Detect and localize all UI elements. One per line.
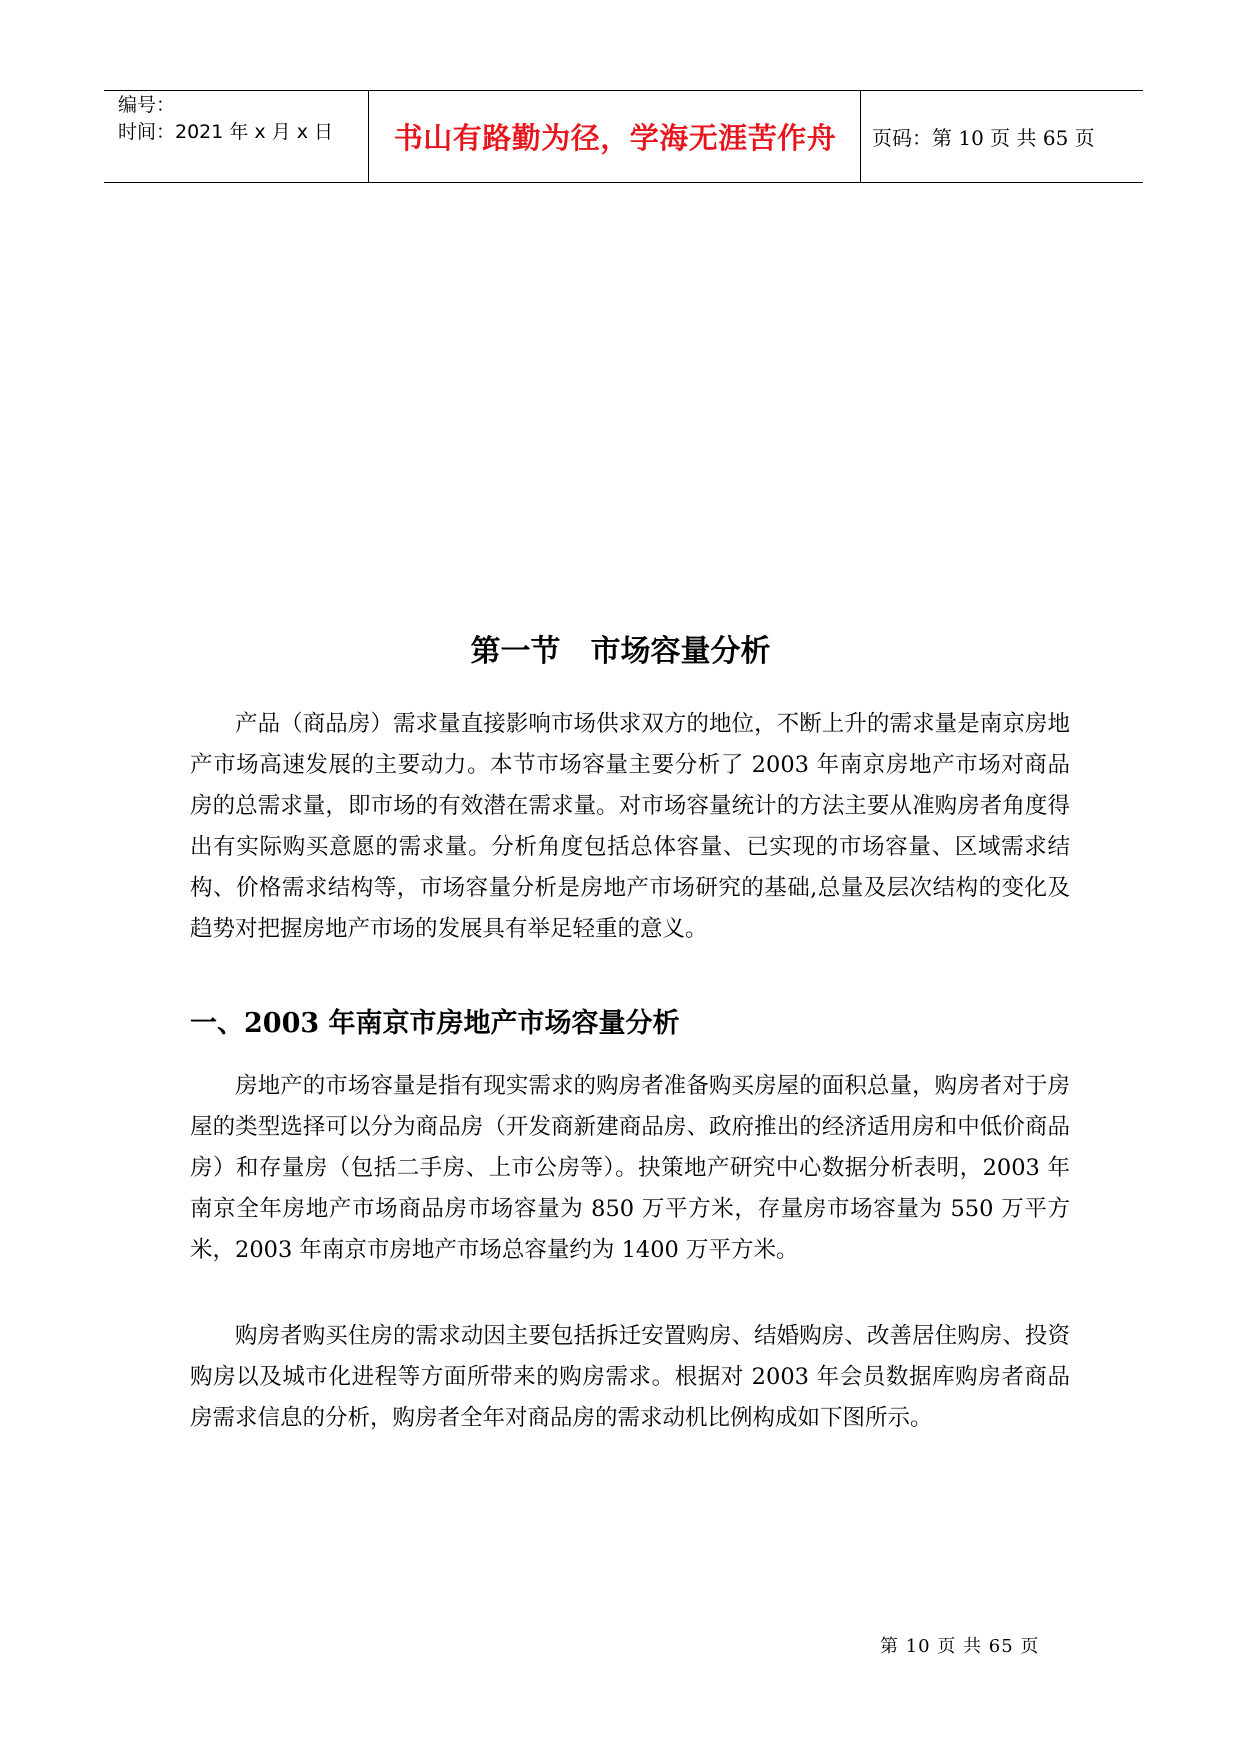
subheading: 一、2003 年南京市房地产市场容量分析 [190, 1008, 680, 1039]
footer-page-indicator: 第 10 页 共 65 页 [880, 1636, 1040, 1657]
header-divider-left [368, 90, 369, 182]
header-page-code: 页码：第 10 页 共 65 页 [872, 125, 1095, 150]
document-time-label: 时间：2021 年 x 月 x 日 [118, 121, 334, 143]
header-bottom-rule [104, 182, 1143, 183]
header-meta [118, 92, 358, 146]
body-paragraph: 房地产的市场容量是指有现实需求的购房者准备购买房屋的面积总量，购房者对于房屋的类型选择可以分为商品房（开发商新建商品房、政府推出的经济适用房和中低价商品房）和存量房（包括二手房、上市公房等）。抉策地产研究中心数据分析表明，2003 年南京全年房地产市场商品房市场容量为 850 万平方米，存量房市场容量为 550 万平方米，2003 年南京市房地产市场总容量约为 1400 万平方米。 [190, 1073, 1070, 1263]
header-divider-right [860, 90, 861, 182]
body-paragraph: 购房者购买住房的需求动因主要包括拆迁安置购房、结婚购房、改善居住购房、投资购房以及城市化进程等方面所带来的购房需求。根据对 2003 年会员数据库购房者商品房需求信息的分析，购房者全年对商品房的需求动机比例构成如下图所示。 [190, 1323, 1070, 1431]
document-number-label: 编号： [118, 94, 176, 116]
section-title: 第一节 市场容量分析 [470, 634, 771, 669]
header-motto: 书山有路勤为径，学海无涯苦作舟 [393, 120, 837, 155]
body-paragraph: 产品（商品房）需求量直接影响市场供求双方的地位，不断上升的需求量是南京房地产市场高速发展的主要动力。本节市场容量主要分析了 2003 年南京房地产市场对商品房的总需求量，即市场的有效潜在需求量。对市场容量统计的方法主要从准购房者角度得出有实际购买意愿的需求量。分析角度包括总体容量、已实现的市场容量、区域需求结构、价格需求结构等，市场容量分析是房地产市场研究的基础,总量及层次结构的变化及趋势对把握房地产市场的发展具有举足轻重的意义。 [190, 711, 1070, 942]
